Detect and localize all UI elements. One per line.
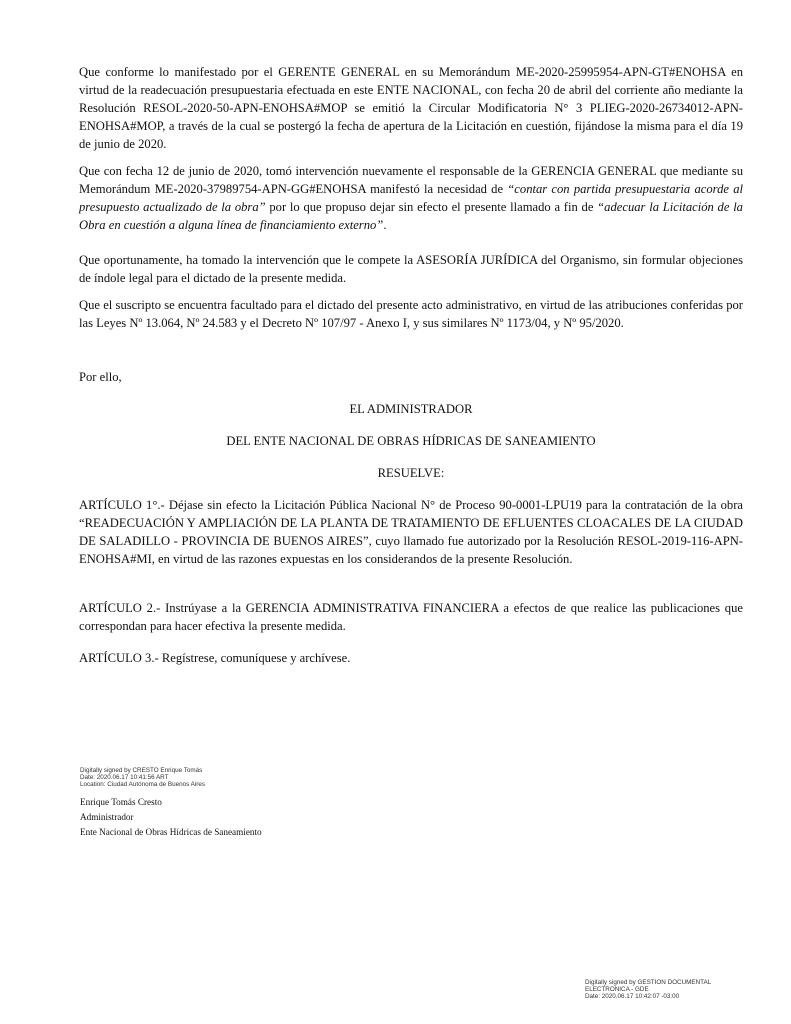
considerando-paragraph-1: [79, 63, 743, 153]
signer-entity: Ente Nacional de Obras Hídricas de Saneamiento: [80, 827, 262, 837]
signature-stamp-line-1: Digitally signed by CRESTO Enrique Tomás: [80, 767, 203, 774]
articulo-1: ARTÍCULO 1°.- Déjase sin efecto la Licitación Pública Nacional N° de Proceso 90-0001-LPU19 para la contratación de la obra “READECUACIÓN Y AMPLIACIÓN DE LA PLANTA DE TRATAMIENTO DE EFLUENTES CLOACALES DE LA CIUDAD DE SALADILLO - PROVINCIA DE BUENOS AIRES”, cuyo llamado fue autorizado por la Resolución RESOL-2019-116-APN-ENOHSA#MI, en virtud de las razones expuestas en los considerandos de la presente Resolución.: [79, 498, 743, 566]
considerando-2-text-b: por lo que propuso dejar sin efecto el presente llamado a fin de: [265, 200, 598, 214]
signer-role: Administrador: [80, 812, 134, 822]
heading-ente: DEL ENTE NACIONAL DE OBRAS HÍDRICAS DE SANEAMIENTO: [226, 434, 596, 448]
gde-stamp-line-3: Date: 2020.06.17 10:42:07 -03:00: [585, 993, 680, 1000]
considerando-4-text: Que el suscripto se encuentra facultado para el dictado del presente acto administrativo, en virtud de las atribuciones conferidas por las Leyes Nº 13.064, Nº 24.583 y el Decreto Nº 107/97 - Anexo I, y sus similares Nº 1173/04, y Nº 95/2020.: [79, 298, 743, 330]
considerando-1-text: Que conforme lo manifestado por el GERENTE GENERAL en su Memorándum ME-2020-25995954-APN-GT#ENOHSA en virtud de la readecuación presupuestaria efectuada en este ENTE NACIONAL, con fecha 20 de abril del corriente año mediante la Resolución RESOL-2020-50-APN-ENOHSA#MOP se emitió la Circular Modificatoria N° 3 PLIEG-2020-26734012-APN-ENOHSA#MOP, a través de la cual se postergó la fecha de apertura de la Licitación en cuestión, fijándose la misma para el día 19 de junio de 2020.: [79, 65, 743, 151]
considerando-paragraph-3: [79, 251, 743, 287]
signer-name: Enrique Tomás Cresto: [80, 797, 162, 807]
considerando-2-text-a: Que con fecha 12 de junio de 2020, tomó intervención nuevamente el responsable de la GERENCIA GENERAL que mediante su Memorándum ME-2020-37989754-APN-GG#ENOHSA manifestó la necesidad de: [79, 164, 743, 196]
considerando-2-quote-a: “contar con partida presupuestaria acorde al presupuesto actualizado de la obra”: [79, 182, 743, 214]
considerando-2-quote-b: “adecuar la Licitación de la Obra en cuestión a alguna línea de financiamiento externo”: [79, 200, 743, 232]
gde-stamp-line-1: Digitally signed by GESTION DOCUMENTAL: [585, 979, 712, 986]
por-ello: Por ello,: [79, 370, 122, 384]
signer-block: [80, 795, 262, 840]
articulo-2: ARTÍCULO 2.- Instrúyase a la GERENCIA ADMINISTRATIVA FINANCIERA a efectos de que realice las publicaciones que correspondan para hacer efectiva la presente medida.: [79, 601, 743, 633]
articulo-3: ARTÍCULO 3.- Regístrese, comuníquese y archívese.: [79, 651, 351, 665]
heading-resuelve: RESUELVE:: [377, 466, 445, 480]
considerando-3-text: Que oportunamente, ha tomado la intervención que le compete la ASESORÍA JURÍDICA del Organismo, sin formular objeciones de índole legal para el dictado de la presente medida.: [79, 253, 743, 285]
signature-stamp-line-2: Date: 2020.06.17 10:41:56 ART: [80, 774, 169, 781]
gde-signature-stamp: [585, 979, 711, 1000]
considerando-paragraph-4: [79, 296, 743, 332]
considerando-paragraph-2: [79, 162, 743, 234]
digital-signature-stamp: [80, 767, 205, 788]
considerando-2-text-c: .: [383, 218, 387, 232]
heading-administrador: EL ADMINISTRADOR: [349, 402, 473, 416]
gde-stamp-line-2: ELECTRONICA - GDE: [585, 986, 649, 993]
signature-stamp-line-3: Location: Ciudad Autónoma de Buenos Aires: [80, 781, 205, 788]
